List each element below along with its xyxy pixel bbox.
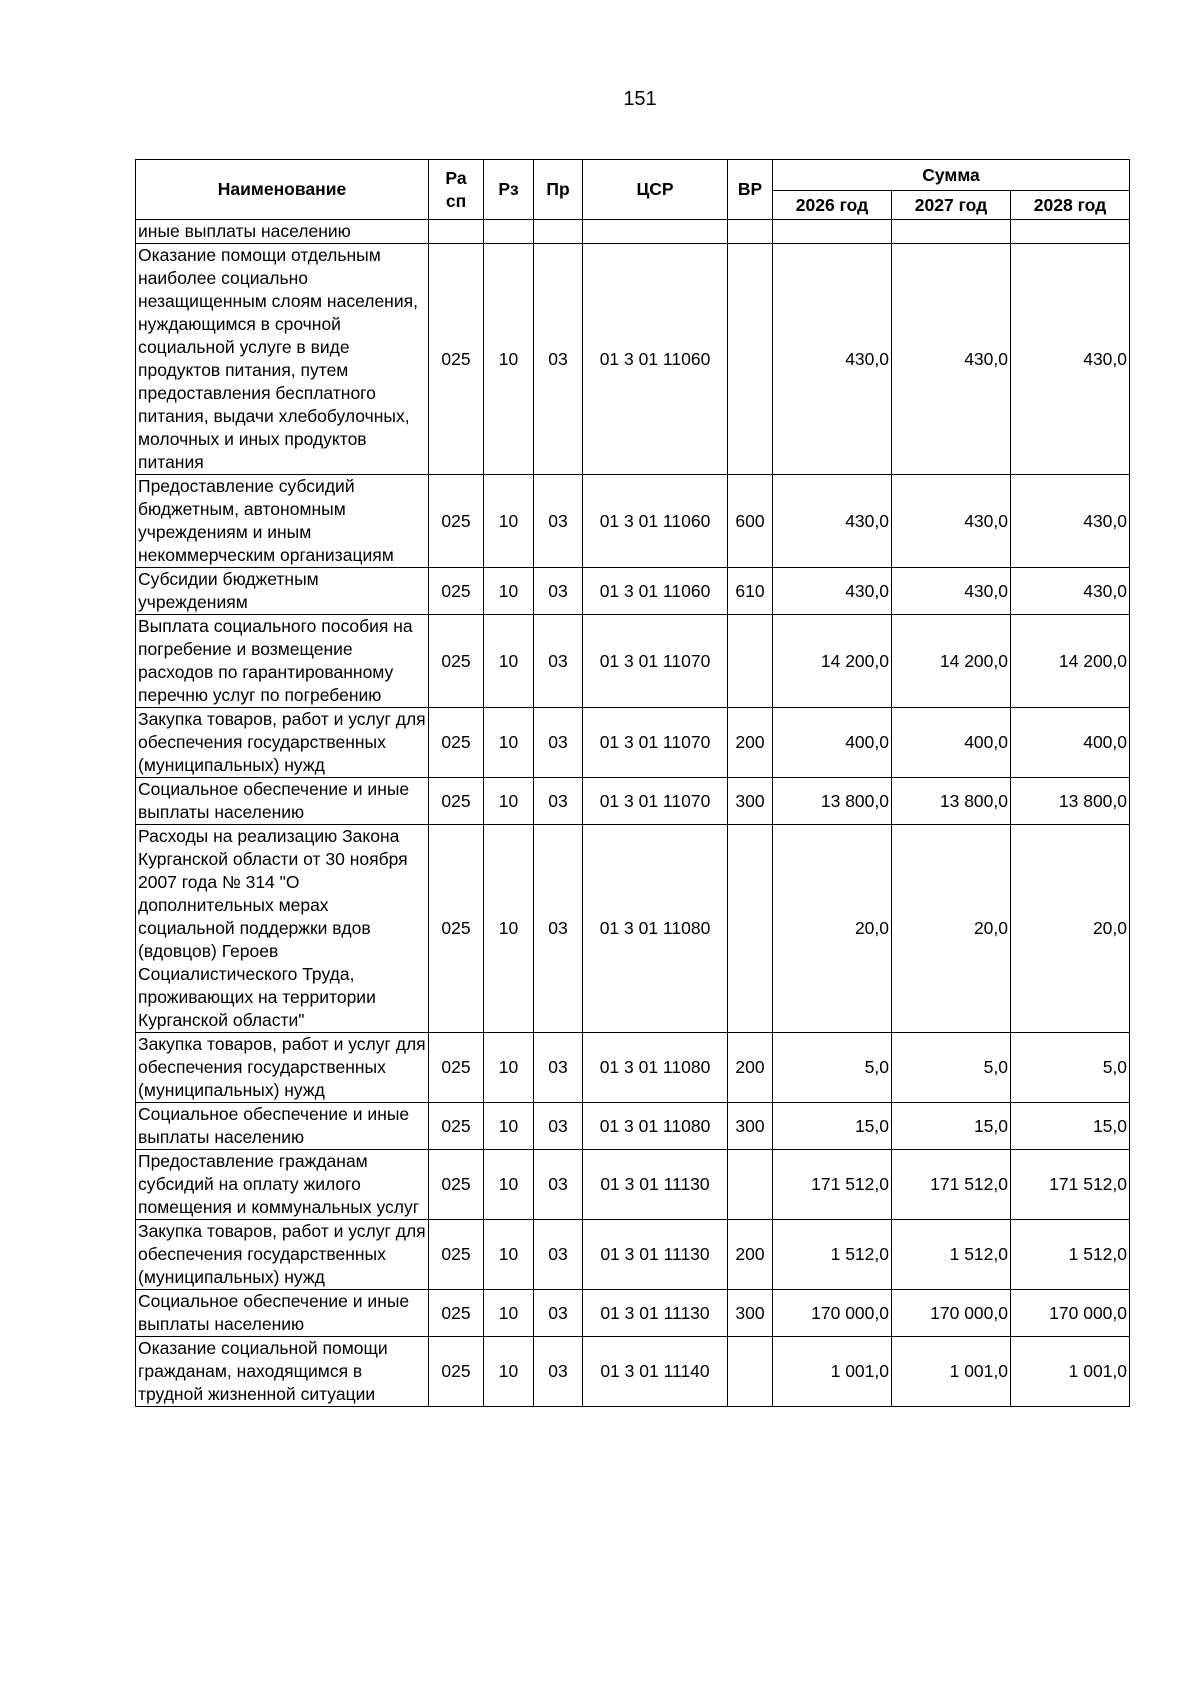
row-amount-2028: 430,0 (1011, 475, 1130, 568)
row-rz (484, 220, 534, 244)
row-name: Расходы на реализацию Закона Курганской области от 30 ноября 2007 года № 314 "О дополнительных мерах социальной поддержки вдов (вдовцов) Героев Социалистического Труда, проживающих на территории Курганской области" (136, 825, 429, 1033)
row-rasp: 025 (429, 475, 484, 568)
row-amount-2026: 1 512,0 (773, 1220, 892, 1290)
row-rasp: 025 (429, 1220, 484, 1290)
row-rasp: 025 (429, 1103, 484, 1150)
row-csr: 01 3 01 11070 (583, 615, 728, 708)
header-rasp (429, 160, 484, 220)
header-2027: 2027 год (892, 191, 1011, 220)
row-name: Закупка товаров, работ и услуг для обеспечения государственных (муниципальных) нужд (136, 708, 429, 778)
row-amount-2026: 430,0 (773, 568, 892, 615)
row-csr: 01 3 01 11130 (583, 1290, 728, 1337)
row-amount-2028: 14 200,0 (1011, 615, 1130, 708)
row-vr: 600 (728, 475, 773, 568)
header-rz: Рз (484, 160, 534, 220)
row-amount-2027: 430,0 (892, 475, 1011, 568)
table-row (136, 1033, 1130, 1103)
row-csr: 01 3 01 11060 (583, 244, 728, 475)
row-amount-2026: 14 200,0 (773, 615, 892, 708)
row-name: Оказание социальной помощи гражданам, находящимся в трудной жизненной ситуации (136, 1337, 429, 1407)
table-row (136, 220, 1130, 244)
row-vr: 300 (728, 778, 773, 825)
row-amount-2026: 171 512,0 (773, 1150, 892, 1220)
row-pr: 03 (534, 1103, 583, 1150)
row-amount-2028: 170 000,0 (1011, 1290, 1130, 1337)
row-vr: 200 (728, 1033, 773, 1103)
row-rz: 10 (484, 1150, 534, 1220)
row-rasp: 025 (429, 244, 484, 475)
row-csr: 01 3 01 11130 (583, 1220, 728, 1290)
row-amount-2027: 15,0 (892, 1103, 1011, 1150)
row-rasp: 025 (429, 1290, 484, 1337)
row-amount-2028: 13 800,0 (1011, 778, 1130, 825)
row-amount-2027: 430,0 (892, 244, 1011, 475)
row-name: Социальное обеспечение и иные выплаты населению (136, 1103, 429, 1150)
row-csr: 01 3 01 11140 (583, 1337, 728, 1407)
row-pr: 03 (534, 1033, 583, 1103)
row-rz: 10 (484, 475, 534, 568)
row-name: Социальное обеспечение и иные выплаты населению (136, 778, 429, 825)
row-pr: 03 (534, 778, 583, 825)
row-amount-2027: 400,0 (892, 708, 1011, 778)
table-row (136, 568, 1130, 615)
row-rz: 10 (484, 778, 534, 825)
row-amount-2026: 20,0 (773, 825, 892, 1033)
row-csr: 01 3 01 11080 (583, 825, 728, 1033)
row-vr: 610 (728, 568, 773, 615)
row-amount-2027: 14 200,0 (892, 615, 1011, 708)
row-amount-2026: 430,0 (773, 244, 892, 475)
row-pr: 03 (534, 825, 583, 1033)
row-amount-2028: 430,0 (1011, 568, 1130, 615)
row-vr (728, 615, 773, 708)
row-amount-2028: 15,0 (1011, 1103, 1130, 1150)
table-row (136, 1103, 1130, 1150)
row-amount-2026: 400,0 (773, 708, 892, 778)
table-row (136, 475, 1130, 568)
table-body (136, 220, 1130, 1407)
page-number: 151 (623, 88, 657, 110)
row-rasp: 025 (429, 1033, 484, 1103)
row-rz: 10 (484, 1290, 534, 1337)
row-amount-2028: 20,0 (1011, 825, 1130, 1033)
row-name: Предоставление гражданам субсидий на оплату жилого помещения и коммунальных услуг (136, 1150, 429, 1220)
row-rz: 10 (484, 1033, 534, 1103)
table-row (136, 615, 1130, 708)
row-pr: 03 (534, 1290, 583, 1337)
row-rz: 10 (484, 708, 534, 778)
row-rasp: 025 (429, 1337, 484, 1407)
row-amount-2028: 1 001,0 (1011, 1337, 1130, 1407)
row-vr (728, 1337, 773, 1407)
row-rasp (429, 220, 484, 244)
row-rasp: 025 (429, 825, 484, 1033)
row-amount-2028: 171 512,0 (1011, 1150, 1130, 1220)
header-rasp-line2: сп (445, 190, 467, 211)
row-amount-2027: 171 512,0 (892, 1150, 1011, 1220)
row-pr: 03 (534, 708, 583, 778)
header-vr: ВР (728, 160, 773, 220)
row-rasp: 025 (429, 708, 484, 778)
row-rz: 10 (484, 1103, 534, 1150)
row-rz: 10 (484, 244, 534, 475)
row-rz: 10 (484, 615, 534, 708)
table-row (136, 244, 1130, 475)
row-rasp: 025 (429, 615, 484, 708)
row-csr: 01 3 01 11060 (583, 475, 728, 568)
row-pr: 03 (534, 1337, 583, 1407)
row-rz: 10 (484, 568, 534, 615)
table-header (136, 160, 1130, 220)
header-csr: ЦСР (583, 160, 728, 220)
row-rz: 10 (484, 825, 534, 1033)
row-name: Социальное обеспечение и иные выплаты населению (136, 1290, 429, 1337)
row-pr: 03 (534, 475, 583, 568)
row-amount-2026: 170 000,0 (773, 1290, 892, 1337)
row-vr: 200 (728, 708, 773, 778)
row-csr: 01 3 01 11130 (583, 1150, 728, 1220)
row-name: Закупка товаров, работ и услуг для обеспечения государственных (муниципальных) нужд (136, 1033, 429, 1103)
header-2026: 2026 год (773, 191, 892, 220)
row-vr (728, 244, 773, 475)
row-amount-2027 (892, 220, 1011, 244)
row-pr: 03 (534, 568, 583, 615)
row-vr (728, 1150, 773, 1220)
row-name: иные выплаты населению (136, 220, 429, 244)
header-sum: Сумма (773, 160, 1130, 191)
row-vr: 300 (728, 1290, 773, 1337)
row-pr (534, 220, 583, 244)
budget-table (135, 159, 1130, 1407)
row-name: Оказание помощи отдельным наиболее социально незащищенным слоям населения, нуждающимся в срочной социальной услуге в виде продуктов питания, путем предоставления бесплатного питания, выдачи хлебобулочных, молочных и иных продуктов питания (136, 244, 429, 475)
row-amount-2026: 13 800,0 (773, 778, 892, 825)
row-amount-2027: 1 512,0 (892, 1220, 1011, 1290)
row-amount-2028: 400,0 (1011, 708, 1130, 778)
row-pr: 03 (534, 1150, 583, 1220)
header-name: Наименование (136, 160, 429, 220)
row-amount-2026: 5,0 (773, 1033, 892, 1103)
row-amount-2027: 1 001,0 (892, 1337, 1011, 1407)
row-rasp: 025 (429, 778, 484, 825)
row-rz: 10 (484, 1220, 534, 1290)
table-row (136, 778, 1130, 825)
table-row (136, 1337, 1130, 1407)
row-amount-2026: 15,0 (773, 1103, 892, 1150)
row-amount-2028: 1 512,0 (1011, 1220, 1130, 1290)
row-name: Выплата социального пособия на погребение и возмещение расходов по гарантированному перечню услуг по погребению (136, 615, 429, 708)
row-amount-2028 (1011, 220, 1130, 244)
row-pr: 03 (534, 1220, 583, 1290)
row-rasp: 025 (429, 568, 484, 615)
row-csr: 01 3 01 11080 (583, 1103, 728, 1150)
row-vr (728, 220, 773, 244)
table-row (136, 1220, 1130, 1290)
row-rz: 10 (484, 1337, 534, 1407)
row-amount-2026: 430,0 (773, 475, 892, 568)
row-rasp: 025 (429, 1150, 484, 1220)
row-amount-2026 (773, 220, 892, 244)
header-pr: Пр (534, 160, 583, 220)
row-csr: 01 3 01 11070 (583, 778, 728, 825)
row-amount-2027: 20,0 (892, 825, 1011, 1033)
row-csr (583, 220, 728, 244)
row-pr: 03 (534, 244, 583, 475)
row-vr (728, 825, 773, 1033)
header-2028: 2028 год (1011, 191, 1130, 220)
row-amount-2027: 5,0 (892, 1033, 1011, 1103)
table-row (136, 825, 1130, 1033)
row-pr: 03 (534, 615, 583, 708)
table-row (136, 708, 1130, 778)
row-csr: 01 3 01 11070 (583, 708, 728, 778)
row-amount-2028: 430,0 (1011, 244, 1130, 475)
row-amount-2027: 170 000,0 (892, 1290, 1011, 1337)
row-amount-2028: 5,0 (1011, 1033, 1130, 1103)
table-row (136, 1150, 1130, 1220)
row-vr: 300 (728, 1103, 773, 1150)
row-vr: 200 (728, 1220, 773, 1290)
row-name: Закупка товаров, работ и услуг для обеспечения государственных (муниципальных) нужд (136, 1220, 429, 1290)
table-row (136, 1290, 1130, 1337)
row-csr: 01 3 01 11060 (583, 568, 728, 615)
row-name: Предоставление субсидий бюджетным, автономным учреждениям и иным некоммерческим организациям (136, 475, 429, 568)
row-amount-2027: 13 800,0 (892, 778, 1011, 825)
row-name: Субсидии бюджетным учреждениям (136, 568, 429, 615)
row-csr: 01 3 01 11080 (583, 1033, 728, 1103)
row-amount-2026: 1 001,0 (773, 1337, 892, 1407)
row-amount-2027: 430,0 (892, 568, 1011, 615)
header-rasp-line1: Ра (445, 167, 467, 188)
